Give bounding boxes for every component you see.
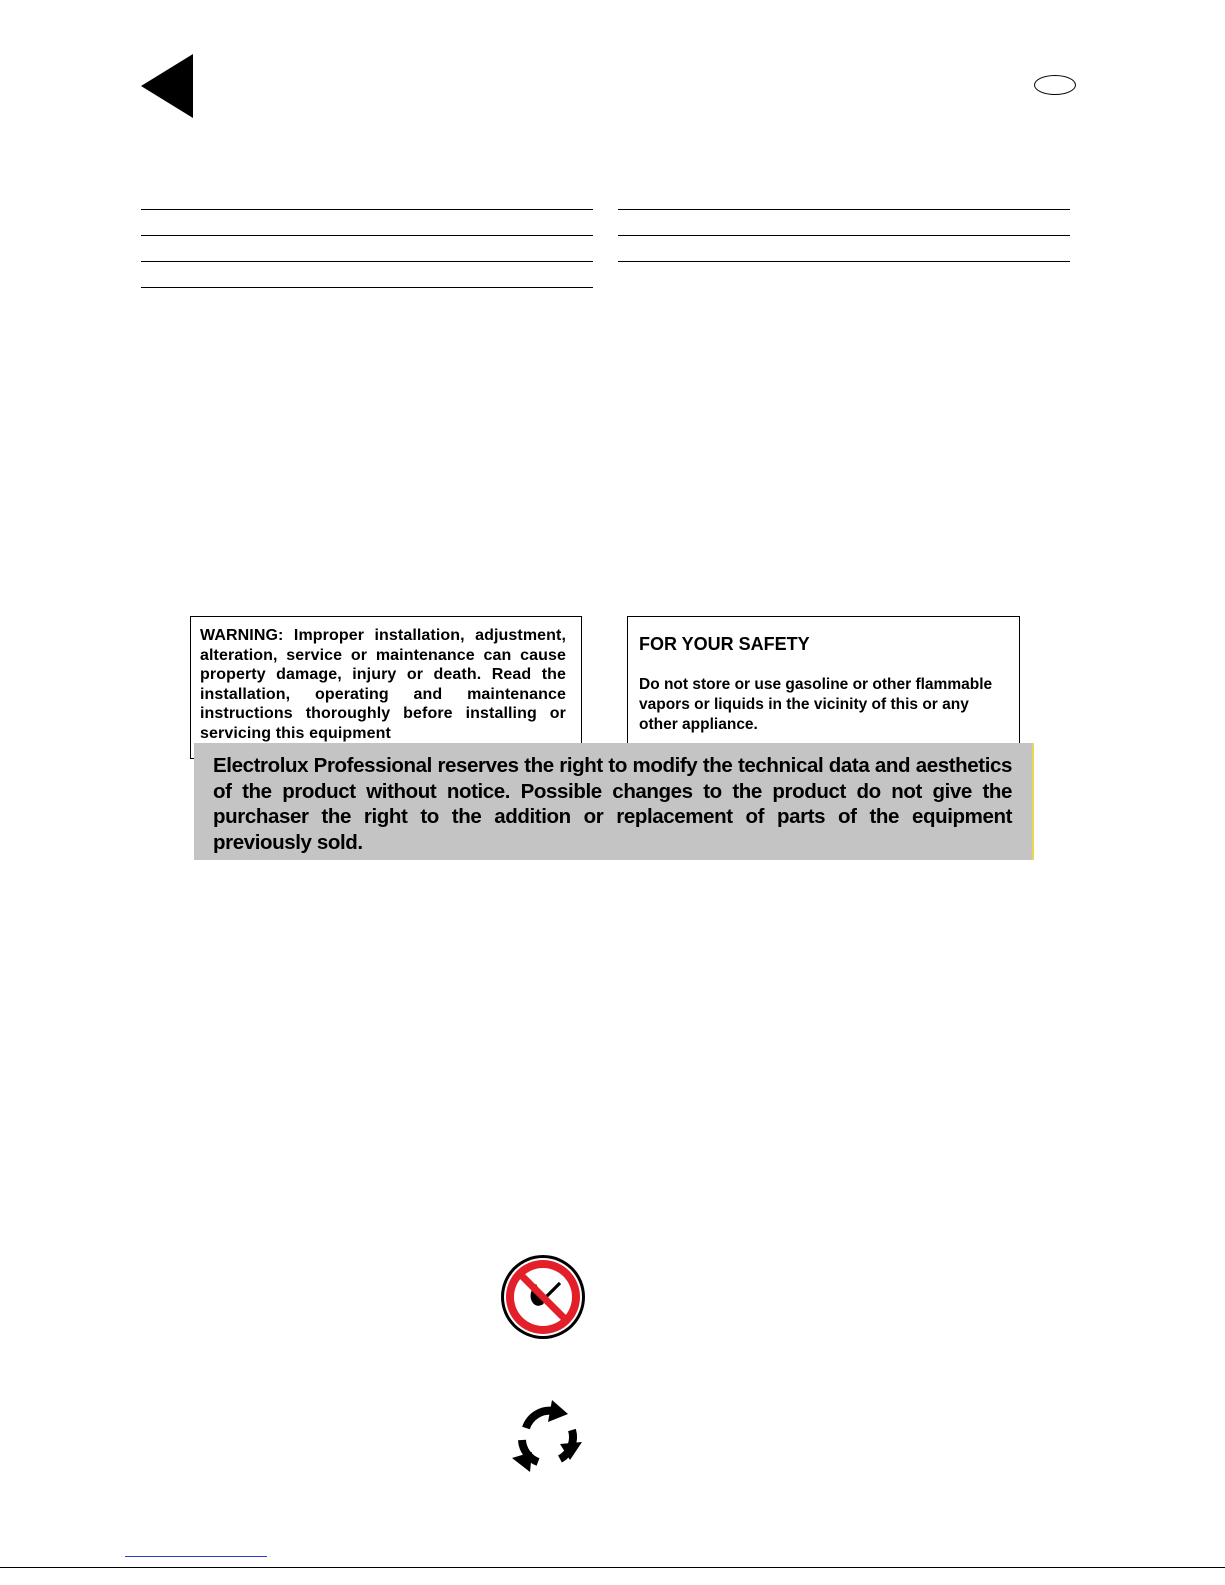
rule-left-3 <box>141 261 593 262</box>
rule-left-2 <box>141 235 593 236</box>
bottom-rule <box>0 1567 1225 1568</box>
warning-box <box>190 616 582 759</box>
rule-left-4 <box>141 287 593 288</box>
safety-text: Do not store or use gasoline or other flammable vapors or liquids in the vicinity of this or any other appliance. <box>639 676 993 733</box>
footer-link-underline[interactable] <box>125 1556 267 1557</box>
notice-text: Electrolux Professional reserves the right to modify the technical data and aesthetics of the product without notice. Possible changes to the product do not give the purchaser the right to the addition or replacement of parts of the equipment previously sold. <box>213 754 1012 854</box>
rule-right-3 <box>618 261 1070 262</box>
safety-box <box>627 616 1020 751</box>
back-triangle-icon[interactable] <box>141 54 193 118</box>
warning-lead: WARNING: <box>200 627 284 644</box>
recycle-icon <box>508 1396 588 1476</box>
safety-title: FOR YOUR SAFETY <box>639 634 810 654</box>
warning-body: Improper installation, adjustment, alteration, service or maintenance can cause property damage, injury or death. Read the installation, operating and maintenance instructions thoroughly before installing or servicing this equipment <box>200 627 566 742</box>
rule-right-2 <box>618 235 1070 236</box>
warning-text <box>200 626 566 744</box>
rule-left-1 <box>141 209 593 210</box>
language-oval <box>1034 75 1076 95</box>
notice-banner <box>194 743 1034 860</box>
rule-right-1 <box>618 209 1070 210</box>
no-open-flame-icon <box>500 1254 586 1340</box>
